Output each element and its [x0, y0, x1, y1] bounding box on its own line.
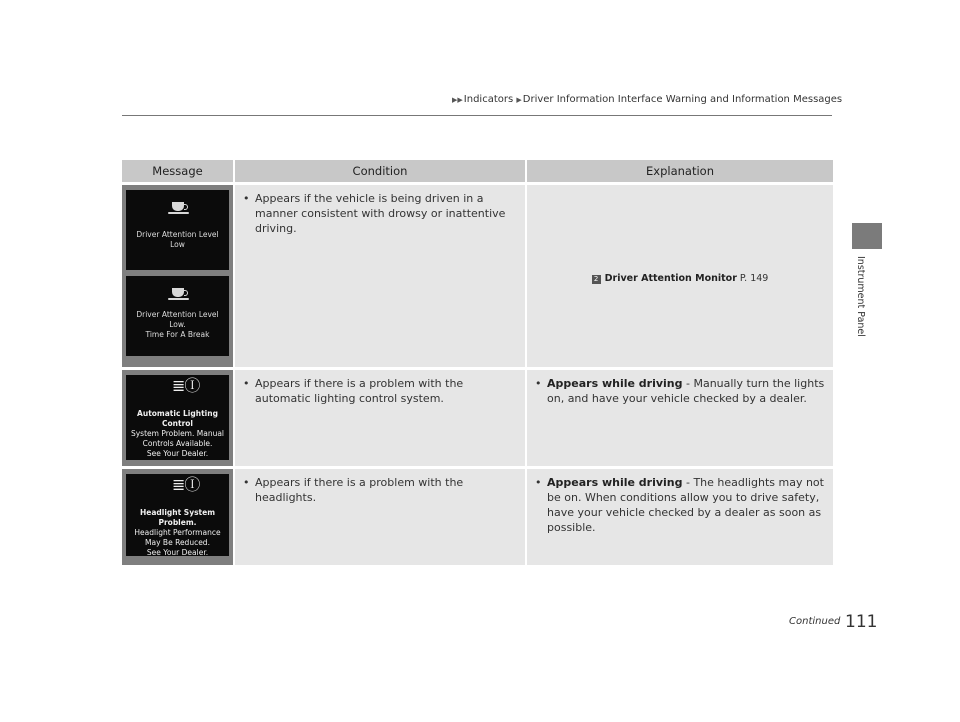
message-cell: [122, 469, 233, 565]
coffee-cup-icon: [172, 288, 184, 297]
explanation-cell: [525, 185, 833, 367]
message-cell: [122, 370, 233, 466]
messages-table: [122, 157, 833, 568]
table-row: [122, 469, 833, 565]
explanation-cell: • Appears while driving - The headlights may not be on. When conditions allow you to drive safety, have your vehicle checked by a dealer as soon as possible.: [525, 469, 833, 565]
condition-cell: • Appears if there is a problem with the headlights.: [233, 469, 525, 565]
page-number: 111: [845, 612, 878, 632]
section-tab-marker: [852, 223, 882, 249]
section-side-label: Instrument Panel: [855, 256, 866, 337]
headlight-warning-icon: ≣Ⓘ: [172, 475, 200, 494]
message-cell: [122, 185, 233, 367]
header-condition: Condition: [233, 160, 525, 182]
header-explanation: Explanation: [525, 160, 833, 182]
condition-cell: • Appears if the vehicle is being driven in a manner consistent with drowsy or inattentive driving.: [233, 185, 525, 367]
cross-reference-link[interactable]: 2 Driver Attention Monitor P. 149: [535, 271, 825, 286]
triangle-right-icon: ▶▶: [452, 96, 463, 104]
message-screen: ≣Ⓘ Automatic Lighting Control System Problem. Manual Controls Available. See Your Dealer.: [126, 375, 229, 460]
condition-cell: • Appears if there is a problem with the automatic lighting control system.: [233, 370, 525, 466]
coffee-cup-icon: [172, 202, 184, 211]
triangle-right-icon: ▶: [516, 96, 522, 104]
breadcrumb-item-indicators[interactable]: Indicators: [463, 94, 514, 105]
message-screen: ≣Ⓘ Headlight System Problem. Headlight Performance May Be Reduced. See Your Dealer.: [126, 474, 229, 556]
table-header-row: [122, 160, 833, 182]
continued-label: Continued: [789, 616, 841, 627]
table-row: [122, 185, 833, 367]
header-message: Message: [122, 160, 233, 182]
breadcrumb: [452, 94, 842, 105]
headlight-warning-icon: ≣Ⓘ: [172, 376, 200, 395]
table-row: [122, 370, 833, 466]
message-screen: Driver Attention Level Low. Time For A Break: [126, 276, 229, 356]
reference-arrow-icon: 2: [592, 275, 601, 284]
explanation-cell: • Appears while driving - Manually turn the lights on, and have your vehicle checked by a dealer.: [525, 370, 833, 466]
header-divider: [122, 115, 832, 116]
breadcrumb-item-messages[interactable]: Driver Information Interface Warning and Information Messages: [522, 94, 843, 105]
message-screen: Driver Attention Level Low: [126, 190, 229, 270]
